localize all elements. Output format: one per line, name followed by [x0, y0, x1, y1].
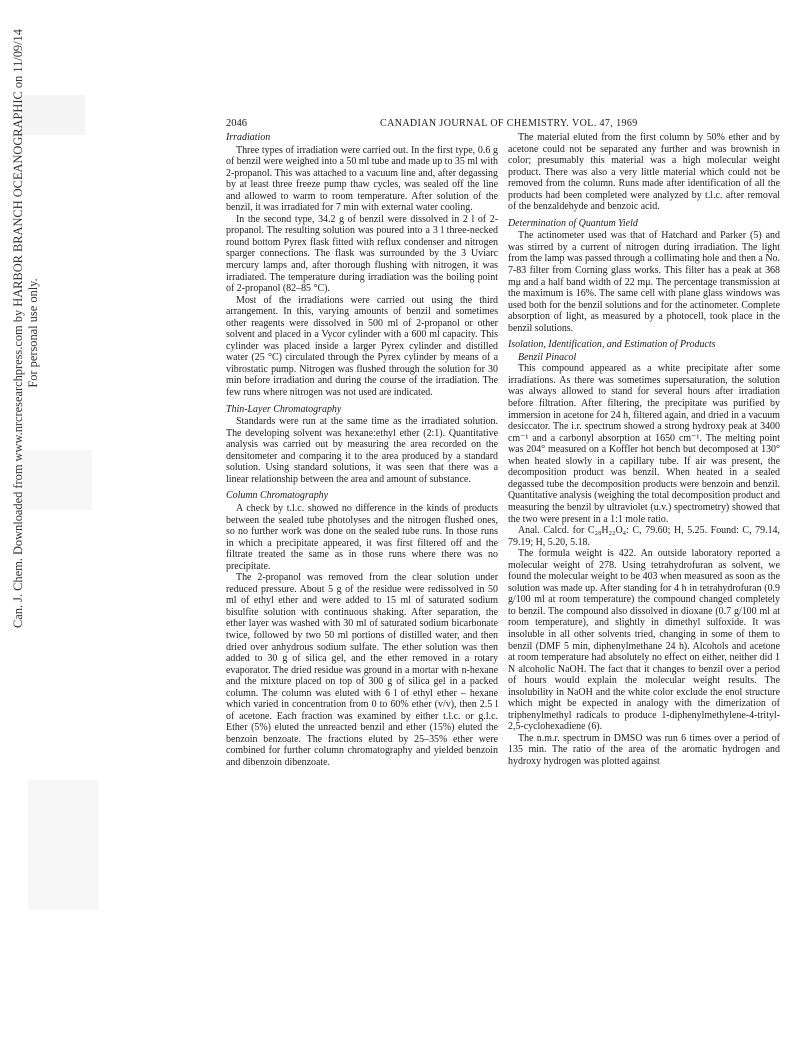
paragraph: The material eluted from the first column by 50% ether and by acetone could not be separated any further and was brownish in color; presumably this material was a high molecular weight product. There was also a very little material which could not be removed from the column. Runs made after identification of all the products had been completed were analyzed by t.l.c. after removal of the benzaldehyde and benzoic acid.: [508, 132, 780, 213]
paragraph: Standards were run at the same time as the irradiated solution. The developing solvent was hexane:ethyl ether (2:1). Quantitative analysis was carried out by measuring the area recorded on the densitometer and comparing it to the area produced by a standard solution. Using standard solutions, it was seen that there was a linear relationship between the area and amount of substance.: [226, 416, 498, 485]
paragraph: The actinometer used was that of Hatchard and Parker (5) and was stirred by a current of nitrogen during irradiation. The light from the lamp was passed through a collimating hole and then a No. 7-83 filter from Corning glass works. This filter has a peak at 368 mμ and a half band width of 22 mμ. The percentage transmission at the maximum is 16%. The same cell with plane glass windows was used both for the benzil solutions and for the actinometer. Complete absorption of light, as measured by a photocell, took place in the benzil solutions.: [508, 230, 780, 334]
subsection-heading-benzil-pinacol: Benzil Pinacol: [518, 351, 577, 363]
download-watermark: [6, 29, 46, 640]
running-head: CANADIAN JOURNAL OF CHEMISTRY. VOL. 47, 1969: [380, 118, 638, 129]
paragraph: The formula weight is 422. An outside laboratory reported a molecular weight of 278. Using tetrahydrofuran as solvent, we found the molecular weight to be 403 when measured as soon as the solution was made up. After standing for 4 h in tetrahydrofuran (0.9 g/100 ml at room temperature) the compound changed completely to benzil. The compound also dissolved in dioxane (0.7 g/100 ml at room temperature), and slightly in dimethyl sulfoxide. It was insoluble in all other solvents tried, changing in some of them to benzil (DMF 5 min, diphenylmethane 24 h). Alcohols and acetone at room temperature had absolutely no effect on either, neither did 1 N alcoholic NaOH. The fact that it changes to benzil over a period of hours would explain the molecular weight results. The insolubility in NaOH and the white color exclude the enol structure which might be expected in analogy with the dimerization of triphenylmethyl radicals to produce 1-diphenylmethylene-4-trityl-2,5-cyclohexadiene (6).: [508, 548, 780, 733]
section-heading-isolation: Isolation, Identification, and Estimation of Products: [508, 339, 716, 351]
paragraph: Three types of irradiation were carried out. In the first type, 0.6 g of benzil were weighed into a 50 ml tube and made up to 35 ml with 2-propanol. This was attached to a vacuum line and, after degassing by at least three freeze pump thaw cycles, was sealed off the line and allowed to warm to room temperature. After solution of the benzil, it was irradiated for 7 min with external water cooling.: [226, 144, 498, 214]
personal-use-line: For personal use only.: [26, 278, 40, 388]
left-column: [226, 132, 498, 769]
paragraph: In the second type, 34.2 g of benzil were dissolved in 2 l of 2-propanol. The resulting solution was poured into a 3 l three-necked round bottom Pyrex flask fitted with reflux condenser and nitrogen sparger connections. The flask was surrounded by the 3 Uviarc mercury lamps and, after thorough flushing with nitrogen, it was irradiated. The temperature during irradiation was the boiling point of 2-propanol (82–85 °C).: [226, 213, 498, 295]
paragraph: This compound appeared as a white precipitate after some irradiations. As there was sometimes supersaturation, the solution was always allowed to stand for several hours after irradiation before filtration. After filtering, the precipitate was purified by immersion in acetone for 24 h, filtered again, and dried in a vacuum desiccator. The i.r. spectrum showed a strong hydroxy peak at 3400 cm⁻¹ and a carbonyl absorption at 1650 cm⁻¹. The melting point was 204° measured on a Koffler hot bench but decomposed at 130° when heated slowly in a capillary tube. If air was present, the decomposition product was benzil. When heated in a sealed degassed tube the decomposition products were benzoin and benzil. Quantitative analysis (weighing the total decomposition product and measuring the benzil by ultraviolet (u.v.) spectrometry) showed that the two were present in a 1:1 mole ratio.: [508, 363, 780, 525]
download-notice: [11, 29, 41, 628]
section-heading-quantum-yield: Determination of Quantum Yield: [508, 217, 638, 229]
section-heading-irradiation: Irradiation: [226, 132, 271, 143]
paragraph: The 2-propanol was removed from the clear solution under reduced pressure. About 5 g of the residue were redissolved in 50 ml of ethyl ether and were added to 15 ml of saturated sodium bisulfite solution with continuous shaking. After separation, the ether layer was washed with 30 ml of saturated sodium bicarbonate twice, followed by two 50 ml portions of distilled water, and then dried over anhydrous sodium sulfate. The ether solution was then added to 30 g of silica gel, and the ether removed in a rotary evaporator. The dried residue was ground in a mortar with n-hexane and the mixture placed on top of 300 g of silica gel in a packed column. The column was eluted with 6 l of ethyl ether – hexane which varied in concentration from 0 to 60% ether (v/v), then 2.5 l of acetone. Each fraction was examined by either t.l.c. or g.l.c. Ether (5%) eluted the unreacted benzil and ether (15%) eluted the benzoin benzoate. The fractions eluted by 25–35% ether were combined for further column chromatography and yielded benzoin and dibenzoin dibenzoate.: [226, 572, 498, 768]
page-number: 2046: [226, 118, 247, 129]
paragraph: Anal. Calcd. for C₂₈H₂₂O₄: C, 79.60; H, 5.25. Found: C, 79.14, 79.19; H, 5.20, 5.18.: [508, 525, 780, 548]
section-heading-tlc: Thin-Layer Chromatography: [226, 403, 342, 415]
right-column: [508, 132, 780, 768]
paragraph: Most of the irradiations were carried out using the third arrangement. In this, varying amounts of benzil and sometimes other reagents were dissolved in 500 ml of 2-propanol or other solvent and placed in a Vycor cylinder with a 600 ml capacity. This cylinder was placed inside a larger Pyrex cylinder and distilled water (25 °C) circulated through the Pyrex cylinder by means of a vibrostatic pump. Nitrogen was flushed through the solution for 30 min before irradiation and during the course of the irradiation. The few runs where nitrogen was not used are indicated.: [226, 294, 498, 399]
scan-artifact: [28, 780, 98, 910]
paragraph: The n.m.r. spectrum in DMSO was run 6 times over a period of 135 min. The ratio of the area of the aromatic hydrogen and hydroxy hydrogen was plotted against: [508, 732, 780, 767]
section-heading-column-chromatography: Column Chromatography: [226, 490, 329, 502]
paragraph: A check by t.l.c. showed no difference in the kinds of products between the sealed tube photolyses and the nitrogen flushed ones, so no further work was done on the sealed tube runs. In those runs in which a precipitate appeared, it was first filtered off and the filtrate treated the same as in those runs where there was no precipitate.: [226, 502, 498, 572]
download-notice-line: Can. J. Chem. Downloaded from www.nrcresearchpress.com by HARBOR BRANCH OCEANOGRAPHIC on 11/09/14: [11, 29, 25, 628]
